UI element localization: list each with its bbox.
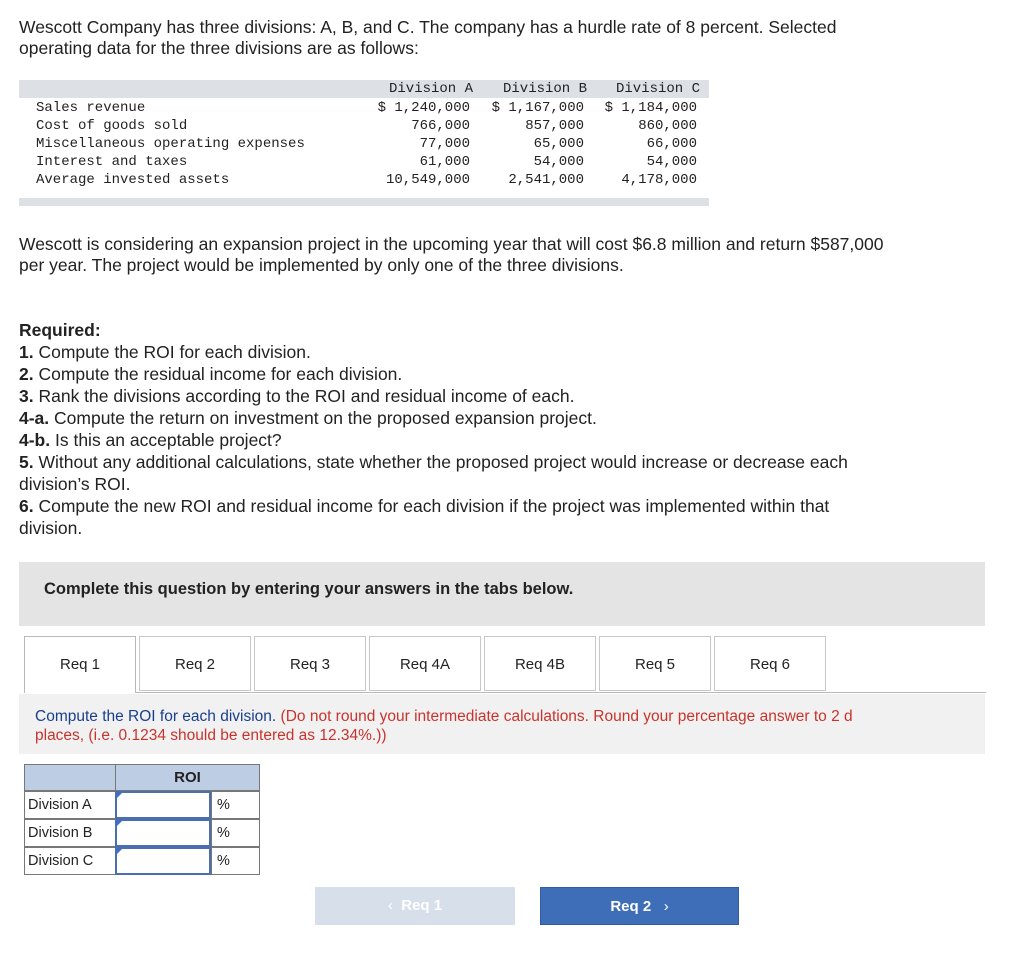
required-item-5 [19,451,979,473]
required-item-4a-num: 4-a. [19,408,50,428]
required-item-2-text: Compute the residual income for each division. [33,364,403,384]
row-label-misc-expenses: Miscellaneous operating expenses [36,136,305,152]
required-item-3-text: Rank the divisions according to the ROI and residual income of each. [33,386,575,406]
required-item-6-text: Compute the new ROI and residual income for each division if the project was implemented within that [33,496,830,516]
required-item-5-cont: division’s ROI. [19,474,131,494]
required-item-2 [19,363,979,385]
tab-req-4a[interactable]: Req 4A [369,636,481,691]
required-item-5-text: Without any additional calculations, state whether the proposed project would increase or decrease each [33,452,848,472]
instructions-main: Compute the ROI for each division. [35,708,277,725]
tab-req-4b[interactable]: Req 4B [484,636,596,691]
column-header-division-b: Division B [502,81,587,97]
cell-cogs-a: 766,000 [411,118,470,134]
intro-text [19,17,979,59]
cell-misc-a: 77,000 [419,136,470,152]
column-header-division-c: Division C [615,81,700,97]
tab-divider [135,692,986,693]
prev-req-button[interactable] [315,887,515,925]
required-item-3-num: 3. [19,386,34,406]
instructions-paren-2: places, (i.e. 0.1234 should be entered as 12.34%.)) [35,727,387,744]
column-header-division-a: Division A [388,81,473,97]
cell-misc-b: 65,000 [533,136,584,152]
required-section [19,319,979,539]
tab-req-2[interactable]: Req 2 [139,636,251,691]
cell-cogs-b: 857,000 [525,118,584,134]
next-req-label: Req 2 [610,898,652,915]
roi-input-division-c[interactable] [115,847,211,875]
required-item-3 [19,385,979,407]
row-label-sales-revenue: Sales revenue [36,100,146,116]
roi-row-label-a: Division A [24,791,116,819]
tab-req-1[interactable]: Req 1 [24,636,136,693]
input-corner-marker [117,793,122,798]
project-description [19,234,989,276]
required-item-6 [19,495,979,517]
required-item-4a [19,407,979,429]
cell-sales-c: $ 1,184,000 [604,100,697,116]
next-req-button[interactable] [540,887,739,925]
cell-cogs-c: 860,000 [638,118,697,134]
roi-column-header: ROI [115,764,260,791]
instructions-panel [19,694,985,754]
required-item-1-num: 1. [19,342,34,362]
cell-misc-c: 66,000 [646,136,697,152]
prev-req-label: Req 1 [401,897,443,914]
roi-row-label-c: Division C [24,847,116,875]
cell-assets-a: 10,549,000 [385,172,470,188]
roi-input-division-a[interactable] [115,791,211,819]
project-line-1: Wescott is considering an expansion project in the upcoming year that will cost $6.8 million and return $587,000 [19,234,884,254]
required-item-6-cont: division. [19,518,83,538]
table-footer-band [19,198,709,206]
roi-unit-a: % [211,791,260,819]
required-item-4b-text: Is this an acceptable project? [50,430,282,450]
intro-line-1: Wescott Company has three divisions: A, B, and C. The company has a hurdle rate of 8 percent. Selected [19,17,837,37]
requirement-tabs [24,636,986,693]
instructions-paren-1: (Do not round your intermediate calculations. Round your percentage answer to 2 d [280,708,853,725]
required-item-4a-text: Compute the return on investment on the proposed expansion project. [49,408,597,428]
intro-line-2: operating data for the three divisions are as follows: [19,38,419,58]
cell-assets-c: 4,178,000 [621,172,697,188]
chevron-left-icon: ‹ [387,897,393,914]
cell-sales-a: $ 1,240,000 [377,100,470,116]
input-corner-marker [117,821,122,826]
required-item-5-num: 5. [19,452,34,472]
complete-question-banner [19,562,985,626]
row-label-cogs: Cost of goods sold [36,118,188,134]
roi-unit-c: % [211,847,260,875]
cell-interest-c: 54,000 [646,154,697,170]
tab-req-3[interactable]: Req 3 [254,636,366,691]
instructions-text [35,707,995,745]
tab-req-6[interactable]: Req 6 [714,636,826,691]
required-item-6-num: 6. [19,496,34,516]
required-item-4b [19,429,979,451]
cell-interest-a: 61,000 [419,154,470,170]
cell-assets-b: 2,541,000 [508,172,584,188]
required-item-2-num: 2. [19,364,34,384]
complete-question-text: Complete this question by entering your answers in the tabs below. [44,580,574,598]
required-item-1-text: Compute the ROI for each division. [33,342,311,362]
required-title: Required: [19,320,101,340]
cell-interest-b: 54,000 [533,154,584,170]
row-label-avg-assets: Average invested assets [36,172,230,188]
roi-row-label-b: Division B [24,819,116,847]
required-item-1 [19,341,979,363]
roi-unit-b: % [211,819,260,847]
row-label-interest-taxes: Interest and taxes [36,154,188,170]
roi-table-corner [24,764,116,791]
required-item-4b-num: 4-b. [19,430,51,450]
tab-req-5[interactable]: Req 5 [599,636,711,691]
chevron-right-icon: › [663,898,669,915]
operating-data-table [19,80,709,206]
roi-input-division-b[interactable] [115,819,211,847]
cell-sales-b: $ 1,167,000 [491,100,584,116]
input-corner-marker [117,849,122,854]
project-line-2: per year. The project would be implemented by only one of the three divisions. [19,255,624,275]
